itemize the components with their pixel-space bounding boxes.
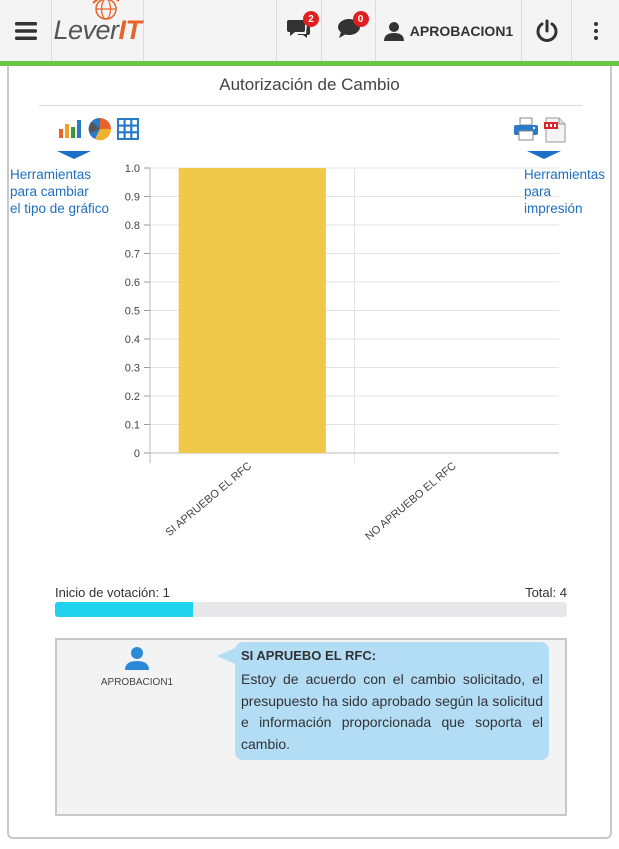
more-options-button[interactable]: [572, 0, 619, 61]
power-icon: [535, 19, 559, 43]
comment-bubble: [235, 642, 549, 760]
vote-bar-chart: [0, 155, 619, 575]
app-logo[interactable]: [52, 0, 144, 61]
y-tick-label: 0.1: [124, 419, 140, 432]
kebab-menu-icon: [593, 21, 599, 41]
bar-0: [179, 168, 326, 453]
comment-title: SI APRUEBO EL RFC:: [241, 648, 377, 663]
user-icon: [384, 21, 404, 41]
messages-badge: 0: [353, 11, 369, 27]
bar-chart-icon[interactable]: [58, 117, 84, 139]
y-tick-label: 0.7: [124, 248, 140, 261]
user-name: APROBACION1: [409, 22, 514, 39]
chart-type-tools: [58, 117, 140, 141]
x-category-label: NO APRUEBO EL RFC: [363, 460, 459, 543]
print-tools: [513, 117, 567, 143]
comment-author: [87, 646, 187, 688]
title-divider: [39, 105, 582, 106]
comments-box: [55, 638, 567, 816]
vote-total-label: Total: 4: [525, 585, 567, 600]
logo-globe-icon: [89, 0, 123, 21]
comment-author-name: APROBACION1: [100, 677, 174, 688]
y-tick-label: 0.6: [124, 277, 140, 289]
pdf-document-icon[interactable]: [543, 117, 567, 143]
top-bar: [0, 0, 619, 66]
hamburger-icon: [14, 21, 38, 41]
y-tick-label: 0: [133, 448, 140, 460]
comment-text: Estoy de acuerdo con el cambio solicitado, el presupuesto ha sido aprobado según la solicitud e información proporcionada que soporta el cambio.: [241, 671, 543, 752]
y-tick-label: 0.9: [124, 191, 140, 204]
chart-tools-help: Herramientas para cambiar el tipo de gráfico: [10, 167, 110, 216]
y-tick-label: 1.0: [124, 163, 140, 175]
x-axis-categories: [163, 460, 458, 543]
user-avatar-icon: [124, 646, 150, 670]
menu-button[interactable]: [0, 0, 52, 61]
page-title: Autorización de Cambio: [219, 75, 400, 94]
y-tick-label: 0.4: [124, 334, 140, 346]
x-category-label: SI APRUEBO EL RFC: [163, 460, 255, 539]
vote-progress-bar: [55, 602, 567, 617]
user-menu[interactable]: [376, 0, 522, 61]
pie-chart-icon[interactable]: [87, 117, 113, 141]
y-tick-label: 0.8: [124, 220, 140, 232]
notifications-badge: 2: [303, 11, 319, 27]
vote-start-label: Inicio de votación: 1: [55, 585, 170, 600]
messages-button[interactable]: [322, 0, 376, 61]
table-grid-icon[interactable]: [116, 117, 140, 141]
print-tools-help: Herramientas para impresión: [524, 167, 606, 216]
notifications-button[interactable]: [276, 0, 322, 61]
y-axis-ticks: [125, 163, 140, 460]
logo-text: LeverIT: [53, 15, 142, 45]
y-tick-label: 0.2: [124, 391, 140, 403]
vote-progress-fill: [55, 602, 193, 617]
y-tick-label: 0.3: [124, 362, 140, 375]
logout-button[interactable]: [522, 0, 572, 61]
chart-bars: [179, 168, 326, 453]
y-tick-label: 0.5: [124, 305, 140, 318]
printer-icon[interactable]: [513, 117, 539, 141]
